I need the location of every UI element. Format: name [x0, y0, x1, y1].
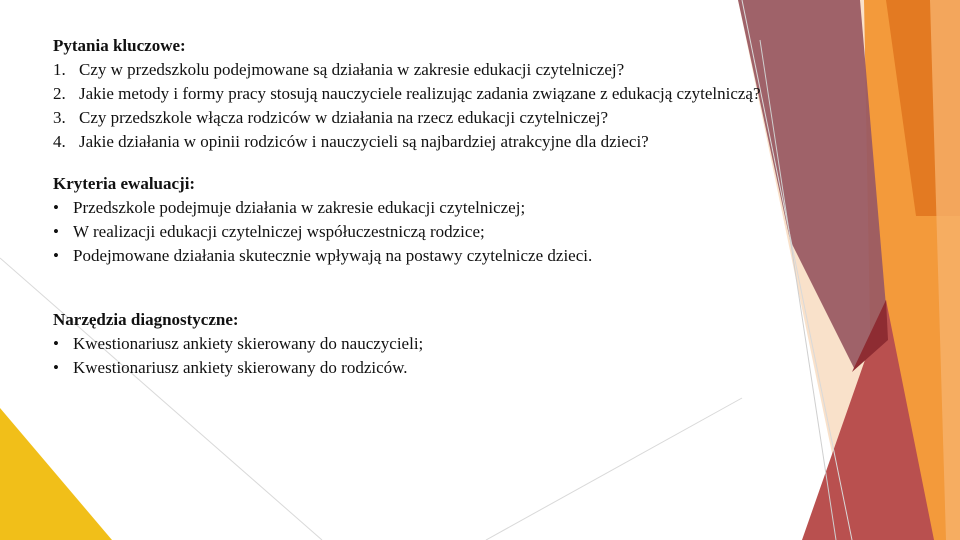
list-number: 2. — [53, 84, 66, 103]
left-thin-line-2 — [486, 398, 742, 540]
bullet-icon: • — [53, 222, 59, 241]
list-item — [53, 220, 773, 244]
criterion-text: W realizacji edukacji czytelniczej współuczestniczą rodzice; — [73, 222, 485, 241]
question-text: Jakie działania w opinii rodziców i nauczycieli są najbardziej atrakcyjne dla dzieci? — [79, 132, 649, 151]
slide-content — [53, 34, 773, 380]
list-item — [53, 244, 773, 268]
list-number: 3. — [53, 108, 66, 127]
bullet-icon: • — [53, 334, 59, 353]
list-item — [53, 196, 773, 220]
list-item — [53, 58, 773, 82]
key-questions-heading: Pytania kluczowe: — [53, 36, 186, 55]
list-item — [53, 130, 773, 154]
criterion-text: Przedszkole podejmuje działania w zakresie edukacji czytelniczej; — [73, 198, 526, 217]
bullet-icon: • — [53, 198, 59, 217]
list-number: 1. — [53, 60, 66, 79]
evaluation-criteria-section — [53, 172, 773, 268]
list-item — [53, 356, 773, 380]
question-text: Czy przedszkole włącza rodziców w działania na rzecz edukacji czytelniczej? — [79, 108, 609, 127]
list-item — [53, 82, 773, 106]
left-yellow-wedge — [0, 408, 112, 540]
bullet-icon: • — [53, 358, 59, 377]
criterion-text: Podejmowane działania skutecznie wpływają na postawy czytelnicze dzieci. — [73, 246, 593, 265]
diagnostic-tools-section — [53, 308, 773, 380]
question-text: Jakie metody i formy pracy stosują nauczyciele realizując zadania związane z edukacją czytelniczą? — [79, 84, 761, 103]
bullet-icon: • — [53, 246, 59, 265]
key-questions-section — [53, 34, 773, 154]
list-item — [53, 106, 773, 130]
tool-text: Kwestionariusz ankiety skierowany do rodziców. — [73, 358, 408, 377]
list-item — [53, 332, 773, 356]
evaluation-criteria-heading: Kryteria ewaluacji: — [53, 174, 196, 193]
question-text: Czy w przedszkolu podejmowane są działania w zakresie edukacji czytelniczej? — [79, 60, 625, 79]
diagnostic-tools-heading: Narzędzia diagnostyczne: — [53, 310, 239, 329]
list-number: 4. — [53, 132, 66, 151]
tool-text: Kwestionariusz ankiety skierowany do nauczycieli; — [73, 334, 424, 353]
